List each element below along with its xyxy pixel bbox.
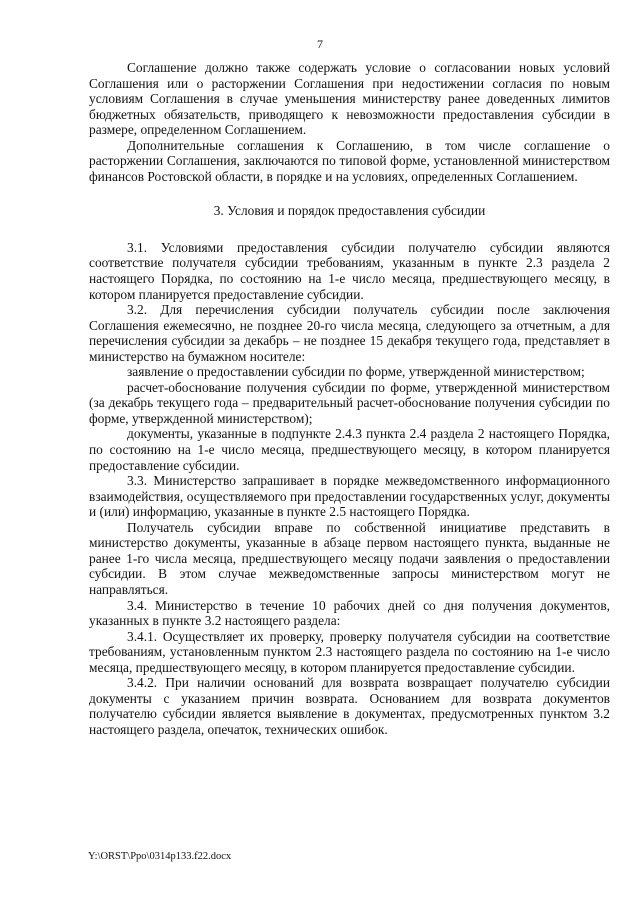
- paragraph: 3.4.1. Осуществляет их проверку, проверку получателя субсидии на соответствие требованиям, установленным пунктом 2.3 настоящего раздела по состоянию на 1-е число месяца, предшествующего месяцу, в котором планируется предоставление субсидии.: [89, 628, 610, 675]
- section-heading: 3. Условия и порядок предоставления субсидии: [213, 203, 486, 219]
- paragraph: Дополнительные соглашения к Соглашению, в том числе соглашение о расторжении Соглашения, заключаются по типовой форме, установленной министерством финансов Ростовской области, в порядке и на условиях, определенных Соглашением.: [89, 137, 610, 184]
- paragraph: 3.1. Условиями предоставления субсидии получателю субсидии являются соответствие получателя субсидии требованиям, указанным в пункте 2.3 раздела 2 настоящего Порядка, по состоянию на 1-е число месяца, предшествующего месяцу, в котором планируется предоставление субсидии.: [89, 239, 610, 302]
- document-body: [89, 60, 610, 737]
- paragraph: Получатель субсидии вправе по собственной инициативе представить в министерство документы, указанные в абзаце первом настоящего пункта, выданные не ранее 1-го числа месяца, предшествующего месяцу подачи заявления о предоставлении субсидии. В этом случае межведомственные запросы министерством могут не направляться.: [89, 519, 610, 597]
- footer-file-path: Y:\ORST\Ppo\0314p133.f22.docx: [88, 851, 232, 862]
- paragraph: 3.2. Для перечисления субсидии получатель субсидии после заключения Соглашения ежемесячно, не позднее 20-го числа месяца, следующего за отчетным, а для перечисления субсидии за декабрь – не позднее 15 декабря текущего года, представляет в министерство на бумажном носителе:: [89, 302, 610, 364]
- paragraph: расчет-обоснование получения субсидии по форме, утвержденной министерством (за декабрь текущего года – предварительный расчет-обоснование получения субсидии по форме, утвержденной министерством);: [89, 379, 610, 426]
- paragraph: документы, указанные в подпункте 2.4.3 пункта 2.4 раздела 2 настоящего Порядка, по состоянию на 1-е число месяца, предшествующего месяцу, в котором планируется предоставление субсидии.: [89, 426, 610, 473]
- paragraph: 3.4. Министерство в течение 10 рабочих дней со дня получения документов, указанных в пункте 3.2 настоящего раздела:: [89, 597, 610, 629]
- paragraph: заявление о предоставлении субсидии по форме, утвержденной министерством;: [127, 364, 585, 380]
- paragraph: Соглашение должно также содержать условие о согласовании новых условий Соглашения или о расторжении Соглашения при недостижении согласия по новым условиям Соглашения в случае уменьшения министерству ранее доведенных лимитов бюджетных обязательств, приводящего к невозможности предоставления субсидии в размере, определенном Соглашением.: [89, 60, 610, 138]
- paragraph: 3.3. Министерство запрашивает в порядке межведомственного информационного взаимодействия, осуществляемого при предоставлении государственных услуг, документы и (или) информацию, указанные в пункте 2.5 настоящего Порядка.: [89, 473, 610, 520]
- paragraph: 3.4.2. При наличии оснований для возврата возвращает получателю субсидии документы с указанием причин возврата. Основанием для возврата документов получателю субсидии является выявление в документах, предусмотренных пунктом 3.2 настоящего раздела, опечаток, технических ошибок.: [89, 675, 610, 737]
- page-number: 7: [317, 37, 323, 51]
